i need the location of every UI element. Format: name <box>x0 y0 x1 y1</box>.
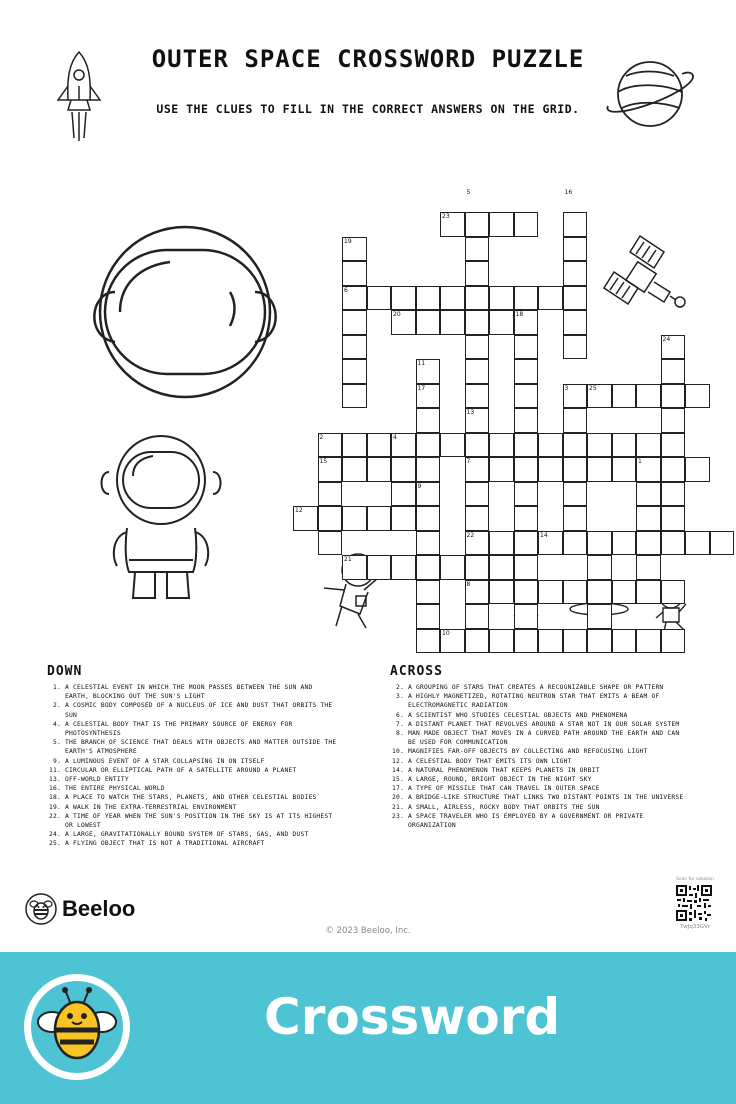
grid-cell[interactable] <box>342 555 367 580</box>
grid-cell[interactable] <box>612 531 637 556</box>
copyright: © 2023 Beeloo, Inc. <box>325 926 411 936</box>
grid-cell[interactable] <box>465 212 490 237</box>
grid-cell[interactable] <box>416 580 441 605</box>
grid-cell[interactable] <box>489 580 514 605</box>
grid-cell[interactable] <box>416 604 441 629</box>
clue-text: A BRIDGE-LIKE STRUCTURE THAT LINKS TWO DISTANT POINTS IN THE UNIVERSE <box>408 794 684 802</box>
clue-number: 12. <box>392 757 404 765</box>
clue-text: A CELESTIAL BODY THAT EMITS ITS OWN LIGHT <box>408 757 572 765</box>
clue-text: A TYPE OF MISSILE THAT CAN TRAVEL IN OUTER SPACE <box>408 785 600 793</box>
grid-cell[interactable] <box>391 310 416 335</box>
grid-cell[interactable] <box>489 555 514 580</box>
clue-text: A SMALL, AIRLESS, ROCKY BODY THAT ORBITS THE SUN <box>408 803 600 811</box>
satellite-icon <box>600 232 695 314</box>
clue-number: 3. <box>396 693 404 701</box>
clue-text: A SPACE TRAVELER WHO IS EMPLOYED BY A GOVERNMENT OR PRIVATE ORGANIZATION <box>408 812 644 830</box>
grid-cell[interactable] <box>563 457 588 482</box>
grid-cell[interactable] <box>465 531 490 556</box>
grid-cell[interactable] <box>587 604 612 629</box>
grid-cell[interactable] <box>514 335 539 360</box>
grid-cell[interactable] <box>318 482 343 507</box>
grid-cell[interactable] <box>391 482 416 507</box>
grid-number: 3 <box>564 384 569 392</box>
grid-cell[interactable] <box>661 580 686 605</box>
clue-text: A CELESTIAL BODY THAT IS THE PRIMARY SOURCE OF ENERGY FOR PHOTOSYNTHESIS <box>65 720 293 738</box>
astronaut-helmet-icon <box>80 222 290 402</box>
grid-cell[interactable] <box>416 629 441 654</box>
grid-cell[interactable] <box>489 212 514 237</box>
down-clue <box>47 812 337 830</box>
clue-number: 13. <box>49 776 61 784</box>
grid-cell[interactable] <box>416 286 441 311</box>
clue-text: A FLYING OBJECT THAT IS NOT A TRADITIONAL AIRCRAFT <box>65 840 265 848</box>
clue-number: 1. <box>53 684 61 691</box>
across-clue <box>390 812 690 830</box>
grid-cell[interactable] <box>587 457 612 482</box>
grid-cell[interactable] <box>514 482 539 507</box>
grid-number: 18 <box>515 311 524 318</box>
clue-text: A COSMIC BODY COMPOSED OF A NUCLEUS OF ICE AND DUST THAT ORBITS THE SUN <box>65 702 333 719</box>
grid-cell[interactable] <box>612 457 637 482</box>
grid-cell[interactable] <box>514 359 539 384</box>
down-clue <box>47 830 337 839</box>
clue-text: CIRCULAR OR ELLIPTICAL PATH OF A SATELLITE AROUND A PLANET <box>65 766 297 774</box>
grid-cell[interactable] <box>514 457 539 482</box>
grid-cell[interactable] <box>416 482 441 507</box>
down-clues-section <box>47 664 337 849</box>
grid-cell[interactable] <box>538 433 563 458</box>
grid-cell[interactable] <box>318 457 343 482</box>
grid-cell[interactable] <box>710 531 735 556</box>
grid-cell[interactable] <box>465 629 490 654</box>
grid-cell[interactable] <box>489 310 514 335</box>
down-clue <box>47 738 337 756</box>
grid-cell[interactable] <box>416 384 441 409</box>
grid-cell[interactable] <box>563 629 588 654</box>
grid-number: 1 <box>638 458 642 465</box>
grid-cell[interactable] <box>440 310 465 335</box>
grid-number: 15 <box>319 458 328 465</box>
grid-number: 23 <box>442 213 450 220</box>
grid-number: 24 <box>662 335 671 343</box>
grid-cell[interactable] <box>563 433 588 458</box>
grid-cell[interactable] <box>587 555 612 580</box>
grid-cell[interactable] <box>489 286 514 311</box>
clue-number: 25. <box>49 840 61 848</box>
grid-cell[interactable] <box>636 482 661 507</box>
grid-cell[interactable] <box>563 286 588 311</box>
grid-cell[interactable] <box>685 457 710 482</box>
grid-cell[interactable] <box>465 237 490 262</box>
across-clue <box>390 692 690 710</box>
grid-cell[interactable] <box>514 408 539 433</box>
grid-cell[interactable] <box>636 433 661 458</box>
grid-number: 4 <box>393 433 397 441</box>
grid-cell[interactable] <box>367 457 392 482</box>
grid-cell[interactable] <box>636 506 661 531</box>
grid-cell[interactable] <box>661 335 686 360</box>
grid-cell[interactable] <box>367 555 392 580</box>
grid-cell[interactable] <box>391 506 416 531</box>
grid-cell[interactable] <box>465 335 490 360</box>
clue-number: 14. <box>392 766 404 774</box>
grid-cell[interactable] <box>391 286 416 311</box>
clue-number: 9. <box>53 757 61 765</box>
grid-cell[interactable] <box>342 433 367 458</box>
down-clue-list <box>47 683 337 849</box>
grid-cell[interactable] <box>563 310 588 335</box>
grid-cell[interactable] <box>514 506 539 531</box>
grid-cell[interactable] <box>563 237 588 262</box>
grid-cell[interactable] <box>538 629 563 654</box>
grid-cell[interactable] <box>685 384 710 409</box>
grid-cell[interactable] <box>342 310 367 335</box>
grid-number: 17 <box>417 384 426 392</box>
clue-text: THE ENTIRE PHYSICAL WORLD <box>65 785 165 793</box>
clue-number: 10. <box>392 748 404 756</box>
grid-cell[interactable] <box>440 433 465 458</box>
clue-text: A CELESTIAL EVENT IN WHICH THE MOON PASSES BETWEEN THE SUN AND EARTH, BLOCKING OUT THE SUN'S LIGHT <box>65 684 313 701</box>
astronaut-icon <box>97 432 227 612</box>
grid-cell[interactable] <box>465 482 490 507</box>
clue-number: 19. <box>49 803 61 811</box>
clue-number: 6. <box>396 711 404 719</box>
grid-cell[interactable] <box>391 555 416 580</box>
clue-text: A TIME OF YEAR WHEN THE SUN'S POSITION IN THE SKY IS AT ITS HIGHEST OR LOWEST <box>65 812 333 830</box>
clue-number: 21. <box>392 803 404 811</box>
grid-number: 7 <box>466 458 471 465</box>
grid-number: 20 <box>393 311 401 318</box>
across-clue <box>390 775 690 784</box>
clue-text: A GROUPING OF STARS THAT CREATES A RECOGNIZABLE SHAPE OR PATTERN <box>408 684 664 691</box>
across-clue <box>390 784 690 793</box>
grid-cell[interactable] <box>636 384 661 409</box>
grid-number: 14 <box>540 531 548 539</box>
grid-cell[interactable] <box>465 408 490 433</box>
down-clue <box>47 775 337 784</box>
grid-cell[interactable] <box>514 212 539 237</box>
grid-cell[interactable] <box>465 506 490 531</box>
grid-cell[interactable] <box>612 580 637 605</box>
grid-cell[interactable] <box>391 433 416 458</box>
grid-number: 9 <box>417 482 422 490</box>
grid-cell[interactable] <box>612 433 637 458</box>
clue-number: 2. <box>53 702 61 710</box>
grid-cell[interactable] <box>342 335 367 360</box>
clue-text: A LUMINOUS EVENT OF A STAR COLLAPSING IN ON ITSELF <box>65 757 265 765</box>
down-clue <box>47 803 337 812</box>
across-clue <box>390 793 690 802</box>
grid-number: 16 <box>564 188 573 196</box>
grid-cell[interactable] <box>636 629 661 654</box>
across-clue <box>390 720 690 729</box>
bee-icon <box>22 972 132 1082</box>
grid-cell[interactable] <box>416 433 441 458</box>
across-clue <box>390 711 690 720</box>
grid-cell[interactable] <box>636 457 661 482</box>
rocket-icon <box>52 48 107 143</box>
grid-cell[interactable] <box>416 359 441 384</box>
grid-cell[interactable] <box>587 531 612 556</box>
grid-cell[interactable] <box>563 261 588 286</box>
grid-cell[interactable] <box>661 506 686 531</box>
grid-cell[interactable] <box>661 482 686 507</box>
grid-number: 6 <box>344 286 348 294</box>
grid-cell[interactable] <box>465 310 490 335</box>
grid-number: 22 <box>466 531 475 539</box>
grid-cell[interactable] <box>587 433 612 458</box>
grid-cell[interactable] <box>661 408 686 433</box>
grid-cell[interactable] <box>636 555 661 580</box>
clue-number: 24. <box>49 831 61 839</box>
down-clue <box>47 766 337 775</box>
planet-icon <box>604 52 699 137</box>
clue-text: A DISTANT PLANET THAT REVOLVES AROUND A STAR NOT IN OUR SOLAR SYSTEM <box>408 720 680 728</box>
page-title: OUTER SPACE CROSSWORD PUZZLE <box>151 45 585 73</box>
grid-cell[interactable] <box>514 384 539 409</box>
grid-cell[interactable] <box>440 629 465 654</box>
qr-code-icon[interactable] <box>675 884 713 922</box>
grid-number: 25 <box>589 384 597 392</box>
down-clue <box>47 683 337 701</box>
grid-cell[interactable] <box>342 359 367 384</box>
grid-number: 8 <box>466 580 471 588</box>
grid-cell[interactable] <box>612 629 637 654</box>
grid-cell[interactable] <box>661 457 686 482</box>
grid-cell[interactable] <box>685 531 710 556</box>
qr-caption: Scan for solution <box>676 877 714 882</box>
clue-text: A HIGHLY MAGNETIZED, ROTATING NEUTRON STAR THAT EMITS A BEAM OF ELECTROMAGNETIC RADIATION <box>408 693 660 710</box>
grid-cell[interactable] <box>293 506 318 531</box>
grid-cell[interactable] <box>661 384 686 409</box>
grid-cell[interactable] <box>489 531 514 556</box>
grid-cell[interactable] <box>318 531 343 556</box>
grid-cell[interactable] <box>318 506 343 531</box>
grid-number: 10 <box>442 629 450 637</box>
grid-cell[interactable] <box>465 286 490 311</box>
grid-cell[interactable] <box>514 433 539 458</box>
grid-cell[interactable] <box>514 604 539 629</box>
grid-cell[interactable] <box>514 555 539 580</box>
grid-cell[interactable] <box>563 531 588 556</box>
down-clue <box>47 720 337 738</box>
qr-code-label: 7wJq33GVr <box>679 924 711 930</box>
clue-text: A PLACE TO WATCH THE STARS, PLANETS, AND OTHER CELESTIAL BODIES <box>65 794 317 802</box>
grid-number: 12 <box>295 507 303 514</box>
grid-cell[interactable] <box>587 580 612 605</box>
grid-cell[interactable] <box>342 457 367 482</box>
grid-number: 13 <box>466 409 475 416</box>
clue-number: 17. <box>392 785 404 793</box>
grid-cell[interactable] <box>416 408 441 433</box>
grid-cell[interactable] <box>367 506 392 531</box>
clue-number: 5. <box>53 739 61 747</box>
grid-cell[interactable] <box>465 457 490 482</box>
grid-cell[interactable] <box>342 286 367 311</box>
across-clue-list <box>390 683 690 830</box>
grid-cell[interactable] <box>563 580 588 605</box>
grid-cell[interactable] <box>636 531 661 556</box>
clue-number: 23. <box>392 812 404 820</box>
grid-cell[interactable] <box>416 555 441 580</box>
grid-cell[interactable] <box>514 580 539 605</box>
grid-cell[interactable] <box>489 433 514 458</box>
grid-cell[interactable] <box>465 580 490 605</box>
bee-icon <box>25 893 57 925</box>
grid-cell[interactable] <box>563 212 588 237</box>
grid-cell[interactable] <box>465 261 490 286</box>
clue-number: 16. <box>49 785 61 793</box>
clue-number: 22. <box>49 812 61 820</box>
clue-text: OFF-WORLD ENTITY <box>65 776 129 784</box>
across-clue <box>390 747 690 756</box>
down-heading: DOWN <box>47 664 83 679</box>
clue-text: A NATURAL PHENOMENON THAT KEEPS PLANETS IN ORBIT <box>408 766 600 774</box>
clue-number: 4. <box>53 720 61 728</box>
grid-cell[interactable] <box>416 457 441 482</box>
grid-cell[interactable] <box>563 506 588 531</box>
grid-cell[interactable] <box>514 286 539 311</box>
grid-cell[interactable] <box>367 286 392 311</box>
grid-cell[interactable] <box>440 212 465 237</box>
across-clues-section <box>390 664 690 830</box>
down-clue <box>47 757 337 766</box>
grid-cell[interactable] <box>661 359 686 384</box>
grid-cell[interactable] <box>489 457 514 482</box>
across-clue <box>390 683 690 692</box>
grid-cell[interactable] <box>367 433 392 458</box>
grid-cell[interactable] <box>587 384 612 409</box>
clue-number: 11. <box>49 766 61 774</box>
grid-cell[interactable] <box>661 629 686 654</box>
across-clue <box>390 766 690 775</box>
grid-cell[interactable] <box>538 580 563 605</box>
across-clue <box>390 803 690 812</box>
down-clue <box>47 784 337 793</box>
clue-number: 2. <box>396 684 404 691</box>
grid-cell[interactable] <box>465 433 490 458</box>
clue-number: 20. <box>392 794 404 802</box>
grid-cell[interactable] <box>465 555 490 580</box>
grid-number: 21 <box>344 556 352 563</box>
grid-cell[interactable] <box>538 531 563 556</box>
grid-cell[interactable] <box>440 286 465 311</box>
grid-cell[interactable] <box>391 457 416 482</box>
grid-cell[interactable] <box>416 310 441 335</box>
grid-cell[interactable] <box>465 384 490 409</box>
clue-text: MAGNIFIES FAR-OFF OBJECTS BY COLLECTING AND REFOCUSING LIGHT <box>408 748 648 756</box>
grid-cell[interactable] <box>563 335 588 360</box>
grid-cell[interactable] <box>612 384 637 409</box>
grid-cell[interactable] <box>563 384 588 409</box>
grid-cell[interactable] <box>465 604 490 629</box>
grid-cell[interactable] <box>514 629 539 654</box>
grid-cell[interactable] <box>416 531 441 556</box>
grid-cell[interactable] <box>342 237 367 262</box>
clue-text: A SCIENTIST WHO STUDIES CELESTIAL OBJECTS AND PHENOMENA <box>408 711 628 719</box>
grid-number: 2 <box>319 433 324 441</box>
clue-number: 15. <box>392 776 404 784</box>
down-clue <box>47 839 337 848</box>
grid-cell[interactable] <box>563 408 588 433</box>
clue-number: 8. <box>396 730 404 738</box>
grid-cell[interactable] <box>465 359 490 384</box>
grid-cell[interactable] <box>440 555 465 580</box>
grid-cell[interactable] <box>416 506 441 531</box>
clue-text: MAN MADE OBJECT THAT MOVES IN A CURVED PATH AROUND THE EARTH AND CAN BE USED FOR COMMUNICATION <box>408 730 680 747</box>
grid-cell[interactable] <box>489 629 514 654</box>
grid-number: 19 <box>344 237 352 245</box>
brand-name: Beeloo <box>62 896 136 921</box>
grid-number: 5 <box>466 188 471 196</box>
down-clue <box>47 701 337 719</box>
clue-text: A LARGE, ROUND, BRIGHT OBJECT IN THE NIGHT SKY <box>408 776 592 784</box>
grid-cell[interactable] <box>636 580 661 605</box>
grid-number: 11 <box>417 360 426 367</box>
grid-cell[interactable] <box>538 457 563 482</box>
across-clue <box>390 729 690 747</box>
grid-cell[interactable] <box>538 286 563 311</box>
grid-cell[interactable] <box>342 506 367 531</box>
clue-text: THE BRANCH OF SCIENCE THAT DEALS WITH OBJECTS AND MATTER OUTSIDE THE EARTH'S ATMOSPHERE <box>65 739 337 756</box>
grid-cell[interactable] <box>514 310 539 335</box>
grid-cell[interactable] <box>563 482 588 507</box>
grid-cell[interactable] <box>661 433 686 458</box>
grid-cell[interactable] <box>661 531 686 556</box>
down-clue <box>47 793 337 802</box>
grid-cell[interactable] <box>318 433 343 458</box>
clue-number: 7. <box>396 720 404 728</box>
grid-cell[interactable] <box>342 261 367 286</box>
across-clue <box>390 757 690 766</box>
clue-text: A WALK IN THE EXTRA-TERRESTRIAL ENVIRONMENT <box>65 803 237 811</box>
clue-number: 18. <box>49 794 61 802</box>
across-heading: ACROSS <box>390 664 443 679</box>
page-subtitle: USE THE CLUES TO FILL IN THE CORRECT ANSWERS ON THE GRID. <box>156 102 580 116</box>
grid-cell[interactable] <box>514 531 539 556</box>
clue-text: A LARGE, GRAVITATIONALLY BOUND SYSTEM OF STARS, GAS, AND DUST <box>65 831 309 839</box>
grid-cell[interactable] <box>587 629 612 654</box>
banner-label: Crossword <box>264 988 561 1046</box>
grid-cell[interactable] <box>342 384 367 409</box>
